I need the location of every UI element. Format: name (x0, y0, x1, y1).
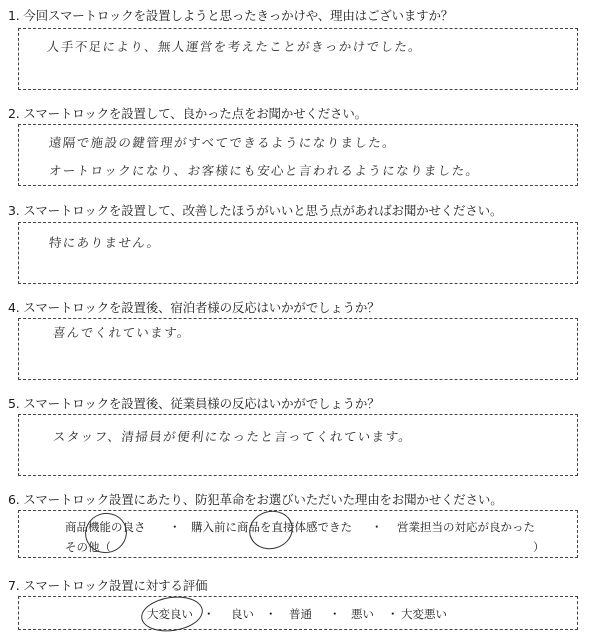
rating-very-good[interactable]: 大変良い (147, 607, 193, 621)
answer-3-text: 特にありません。 (48, 235, 162, 250)
answer-box-1 (18, 28, 578, 90)
option-hands-on-experience[interactable]: 購入前に商品を直接体感できた (191, 520, 352, 534)
answer-4-text: 喜んでくれています。 (52, 325, 192, 340)
answer-1-text: 人手不足により、無人運営を考えたことがきっかけでした。 (46, 39, 424, 54)
answer-box-4 (18, 318, 578, 380)
answer-2-line-2: オートロックになり、お客様にも安心と言われるようになりました。 (48, 163, 481, 178)
rating-bad[interactable]: 悪い (351, 607, 374, 621)
question-2-label: 2. スマートロックを設置して、良かった点をお聞かせください。 (8, 106, 367, 121)
question-6-label: 6. スマートロック設置にあたり、防犯革命をお選びいただいた理由をお聞かせください。 (8, 492, 503, 507)
rating-very-bad[interactable]: 大変悪い (401, 607, 447, 621)
rating-separator: ・ (329, 607, 341, 621)
option-separator: ・ (371, 520, 383, 534)
rating-average[interactable]: 普通 (289, 607, 312, 621)
question-7-label: 7. スマートロック設置に対する評価 (8, 578, 208, 593)
option-product-features[interactable]: 商品機能の良さ (65, 520, 146, 534)
rating-separator: ・ (387, 607, 399, 621)
option-separator: ・ (169, 520, 181, 534)
answer-5-text: スタッフ、清掃員が便利になったと言ってくれています。 (52, 429, 414, 444)
option-other[interactable]: その他（ (65, 540, 111, 554)
selection-mark (245, 506, 297, 554)
rating-separator: ・ (265, 607, 277, 621)
answer-box-5 (18, 414, 578, 476)
rating-separator: ・ (203, 607, 215, 621)
answer-box-7 (18, 596, 578, 630)
answer-box-3 (18, 222, 578, 284)
question-3-label: 3. スマートロックを設置して、改善したほうがいいと思う点があればお聞かせください。 (8, 203, 503, 218)
question-1-label: 1. 今回スマートロックを設置しようと思ったきっかけや、理由はございますか？ (8, 8, 454, 23)
answer-2-line-1: 遠隔で施設の鍵管理がすべてできるようになりました。 (48, 135, 398, 150)
question-4-label: 4. スマートロックを設置後、宿泊者様の反応はいかがでしょうか？ (8, 300, 380, 315)
selection-mark (139, 593, 205, 635)
answer-box-2 (18, 124, 578, 186)
answer-box-6 (18, 510, 578, 558)
option-sales-rep[interactable]: 営業担当の対応が良かった (397, 520, 535, 534)
rating-good[interactable]: 良い (231, 607, 254, 621)
question-5-label: 5. スマートロックを設置後、従業員様の反応はいかがでしょうか？ (8, 396, 380, 411)
option-other-close: ） (533, 540, 545, 554)
